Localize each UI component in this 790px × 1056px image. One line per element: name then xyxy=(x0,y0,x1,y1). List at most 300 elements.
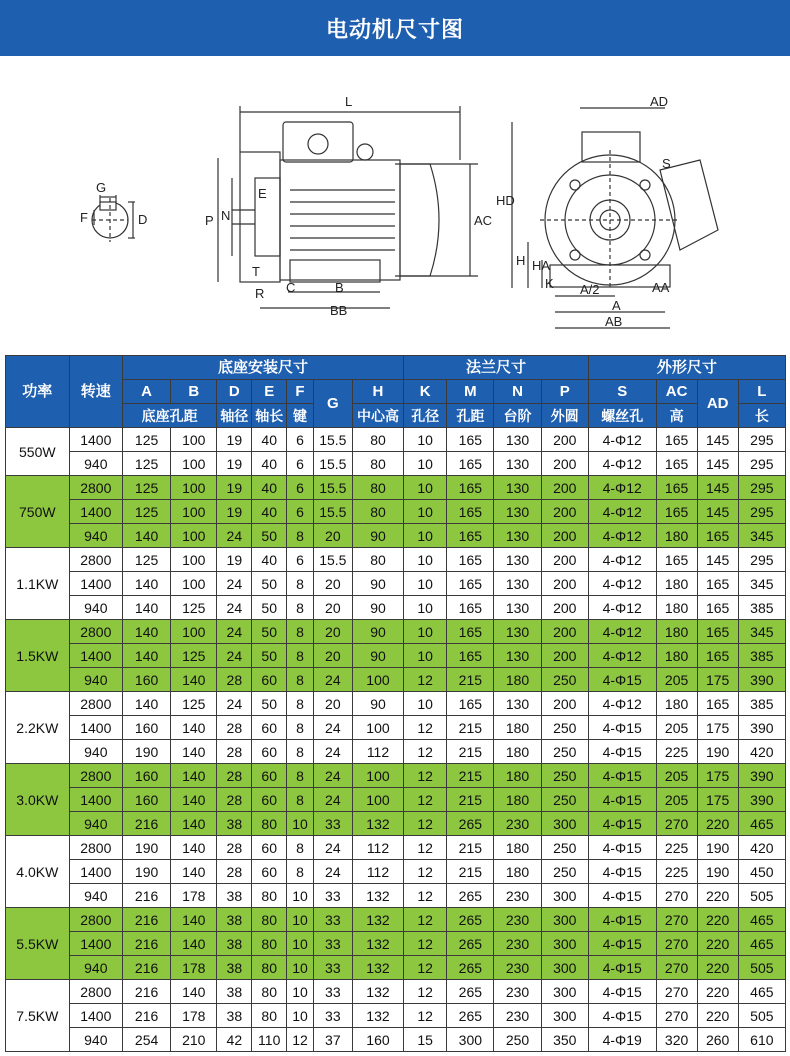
table-cell: 4-Φ19 xyxy=(588,1028,656,1052)
table-row xyxy=(6,716,786,740)
table-cell: 295 xyxy=(738,500,785,524)
table-cell: 230 xyxy=(494,932,541,956)
speed-cell: 1400 xyxy=(69,860,122,884)
table-cell: 175 xyxy=(697,716,738,740)
table-cell: 130 xyxy=(494,644,541,668)
table-cell: 6 xyxy=(287,428,314,452)
speed-cell: 1400 xyxy=(69,788,122,812)
table-cell: 250 xyxy=(541,740,588,764)
table-cell: 220 xyxy=(697,980,738,1004)
table-cell: 10 xyxy=(404,476,447,500)
table-row xyxy=(6,764,786,788)
table-cell: 132 xyxy=(352,932,403,956)
table-cell: 10 xyxy=(404,620,447,644)
table-cell: 10 xyxy=(287,1004,314,1028)
table-cell: 230 xyxy=(494,956,541,980)
motor-front-view xyxy=(512,108,718,328)
speed-cell: 940 xyxy=(69,596,122,620)
table-cell: 125 xyxy=(171,692,217,716)
speed-cell: 940 xyxy=(69,452,122,476)
table-row xyxy=(6,572,786,596)
table-cell: 165 xyxy=(447,428,494,452)
table-row xyxy=(6,668,786,692)
power-cell: 550W xyxy=(6,428,70,476)
table-cell: 125 xyxy=(122,500,170,524)
table-cell: 180 xyxy=(494,788,541,812)
table-cell: 28 xyxy=(217,668,252,692)
table-cell: 8 xyxy=(287,860,314,884)
table-cell: 125 xyxy=(171,644,217,668)
header-power: 功率 xyxy=(6,356,70,428)
header-col-h: H xyxy=(352,380,403,404)
label-ac: AC xyxy=(474,213,493,228)
table-cell: 265 xyxy=(447,1004,494,1028)
table-cell: 300 xyxy=(541,884,588,908)
table-cell: 140 xyxy=(171,764,217,788)
table-cell: 265 xyxy=(447,908,494,932)
table-row xyxy=(6,644,786,668)
table-cell: 165 xyxy=(656,500,697,524)
table-cell: 216 xyxy=(122,812,170,836)
table-row xyxy=(6,692,786,716)
table-cell: 215 xyxy=(447,788,494,812)
table-cell: 190 xyxy=(697,860,738,884)
table-cell: 140 xyxy=(171,908,217,932)
table-cell: 12 xyxy=(404,956,447,980)
table-cell: 250 xyxy=(541,860,588,884)
header-group-flange: 法兰尺寸 xyxy=(404,356,589,380)
table-cell: 505 xyxy=(738,884,785,908)
table-cell: 130 xyxy=(494,572,541,596)
table-cell: 38 xyxy=(217,908,252,932)
table-cell: 610 xyxy=(738,1028,785,1052)
table-cell: 140 xyxy=(171,740,217,764)
table-cell: 12 xyxy=(404,716,447,740)
label-l: L xyxy=(345,94,353,109)
table-cell: 140 xyxy=(122,692,170,716)
table-cell: 270 xyxy=(656,908,697,932)
table-cell: 254 xyxy=(122,1028,170,1052)
table-cell: 42 xyxy=(217,1028,252,1052)
table-cell: 10 xyxy=(404,644,447,668)
table-cell: 6 xyxy=(287,476,314,500)
table-cell: 200 xyxy=(541,620,588,644)
table-row xyxy=(6,428,786,452)
table-cell: 19 xyxy=(217,452,252,476)
table-cell: 215 xyxy=(447,740,494,764)
table-cell: 24 xyxy=(313,788,352,812)
table-cell: 40 xyxy=(252,428,287,452)
table-cell: 10 xyxy=(287,980,314,1004)
table-cell: 505 xyxy=(738,956,785,980)
table-cell: 190 xyxy=(122,740,170,764)
table-cell: 200 xyxy=(541,500,588,524)
header-col-g: G xyxy=(313,380,352,428)
table-cell: 4-Φ12 xyxy=(588,644,656,668)
table-cell: 8 xyxy=(287,572,314,596)
table-cell: 132 xyxy=(352,980,403,1004)
table-cell: 216 xyxy=(122,1004,170,1028)
table-cell: 180 xyxy=(494,740,541,764)
table-cell: 8 xyxy=(287,836,314,860)
table-row xyxy=(6,740,786,764)
table-cell: 4-Φ12 xyxy=(588,428,656,452)
table-cell: 4-Φ15 xyxy=(588,668,656,692)
table-cell: 4-Φ15 xyxy=(588,932,656,956)
table-cell: 265 xyxy=(447,812,494,836)
table-row xyxy=(6,596,786,620)
table-cell: 12 xyxy=(404,764,447,788)
table-cell: 10 xyxy=(404,548,447,572)
header-group-outline: 外形尺寸 xyxy=(588,356,785,380)
header-col-e: E xyxy=(252,380,287,404)
table-cell: 125 xyxy=(171,596,217,620)
speed-cell: 1400 xyxy=(69,644,122,668)
speed-cell: 940 xyxy=(69,956,122,980)
table-cell: 4-Φ15 xyxy=(588,812,656,836)
table-cell: 60 xyxy=(252,716,287,740)
table-row xyxy=(6,476,786,500)
table-cell: 24 xyxy=(217,572,252,596)
table-cell: 10 xyxy=(404,428,447,452)
header-speed: 转速 xyxy=(69,356,122,428)
header-col-n: N xyxy=(494,380,541,404)
table-cell: 465 xyxy=(738,980,785,1004)
table-cell: 110 xyxy=(252,1028,287,1052)
label-d: D xyxy=(138,212,148,227)
table-cell: 4-Φ15 xyxy=(588,836,656,860)
table-cell: 180 xyxy=(656,596,697,620)
table-cell: 175 xyxy=(697,764,738,788)
table-cell: 215 xyxy=(447,716,494,740)
table-cell: 50 xyxy=(252,524,287,548)
table-cell: 28 xyxy=(217,788,252,812)
header-col-k: K xyxy=(404,380,447,404)
table-cell: 300 xyxy=(541,1004,588,1028)
table-cell: 175 xyxy=(697,668,738,692)
power-cell: 3.0KW xyxy=(6,764,70,836)
table-cell: 300 xyxy=(541,812,588,836)
table-cell: 8 xyxy=(287,716,314,740)
table-cell: 205 xyxy=(656,668,697,692)
table-cell: 6 xyxy=(287,452,314,476)
table-cell: 20 xyxy=(313,620,352,644)
table-cell: 15 xyxy=(404,1028,447,1052)
table-cell: 140 xyxy=(171,668,217,692)
table-cell: 505 xyxy=(738,1004,785,1028)
table-cell: 19 xyxy=(217,428,252,452)
table-cell: 80 xyxy=(252,980,287,1004)
table-cell: 165 xyxy=(447,476,494,500)
table-cell: 80 xyxy=(352,548,403,572)
table-cell: 132 xyxy=(352,1004,403,1028)
table-cell: 40 xyxy=(252,500,287,524)
header-group-base: 底座安装尺寸 xyxy=(122,356,403,380)
table-cell: 4-Φ15 xyxy=(588,860,656,884)
table-cell: 200 xyxy=(541,428,588,452)
table-cell: 140 xyxy=(171,932,217,956)
table-cell: 4-Φ12 xyxy=(588,692,656,716)
table-cell: 165 xyxy=(697,572,738,596)
table-cell: 100 xyxy=(171,620,217,644)
shaft-section-drawing xyxy=(92,195,135,242)
table-cell: 265 xyxy=(447,932,494,956)
table-row xyxy=(6,836,786,860)
header-sub-ac: 高 xyxy=(656,404,697,428)
table-cell: 260 xyxy=(697,1028,738,1052)
table-cell: 345 xyxy=(738,620,785,644)
table-row xyxy=(6,956,786,980)
table-cell: 190 xyxy=(697,836,738,860)
label-t: T xyxy=(252,264,260,279)
table-cell: 180 xyxy=(656,620,697,644)
table-cell: 100 xyxy=(352,764,403,788)
table-cell: 33 xyxy=(313,812,352,836)
table-cell: 465 xyxy=(738,932,785,956)
table-cell: 10 xyxy=(404,452,447,476)
speed-cell: 940 xyxy=(69,668,122,692)
table-cell: 390 xyxy=(738,788,785,812)
table-cell: 230 xyxy=(494,1004,541,1028)
table-cell: 205 xyxy=(656,764,697,788)
table-cell: 178 xyxy=(171,1004,217,1028)
table-cell: 100 xyxy=(352,788,403,812)
table-cell: 180 xyxy=(656,524,697,548)
table-cell: 80 xyxy=(252,884,287,908)
label-c: C xyxy=(286,280,296,295)
table-cell: 265 xyxy=(447,956,494,980)
table-cell: 10 xyxy=(404,524,447,548)
power-cell: 750W xyxy=(6,476,70,548)
table-cell: 28 xyxy=(217,860,252,884)
table-cell: 40 xyxy=(252,452,287,476)
table-cell: 295 xyxy=(738,452,785,476)
table-row xyxy=(6,1004,786,1028)
speed-cell: 2800 xyxy=(69,548,122,572)
table-cell: 465 xyxy=(738,908,785,932)
table-cell: 270 xyxy=(656,884,697,908)
header-sub-n: 台阶 xyxy=(494,404,541,428)
table-cell: 200 xyxy=(541,644,588,668)
table-cell: 165 xyxy=(447,548,494,572)
table-cell: 15.5 xyxy=(313,500,352,524)
table-cell: 8 xyxy=(287,524,314,548)
speed-cell: 1400 xyxy=(69,572,122,596)
speed-cell: 2800 xyxy=(69,836,122,860)
table-cell: 130 xyxy=(494,476,541,500)
table-cell: 165 xyxy=(447,644,494,668)
table-cell: 24 xyxy=(217,644,252,668)
table-cell: 4-Φ15 xyxy=(588,788,656,812)
speed-cell: 1400 xyxy=(69,500,122,524)
table-cell: 60 xyxy=(252,836,287,860)
speed-cell: 940 xyxy=(69,524,122,548)
speed-cell: 1400 xyxy=(69,932,122,956)
table-row xyxy=(6,980,786,1004)
table-cell: 4-Φ15 xyxy=(588,908,656,932)
table-cell: 216 xyxy=(122,956,170,980)
dimension-table xyxy=(5,355,786,1052)
table-cell: 165 xyxy=(447,572,494,596)
table-cell: 90 xyxy=(352,620,403,644)
table-cell: 90 xyxy=(352,692,403,716)
table-cell: 165 xyxy=(447,524,494,548)
table-cell: 180 xyxy=(494,764,541,788)
table-cell: 40 xyxy=(252,476,287,500)
table-cell: 165 xyxy=(447,452,494,476)
table-cell: 80 xyxy=(252,812,287,836)
table-cell: 12 xyxy=(404,788,447,812)
speed-cell: 940 xyxy=(69,740,122,764)
table-cell: 6 xyxy=(287,548,314,572)
table-cell: 205 xyxy=(656,788,697,812)
table-cell: 20 xyxy=(313,572,352,596)
table-cell: 145 xyxy=(697,452,738,476)
label-ab: AB xyxy=(605,314,623,329)
table-cell: 190 xyxy=(697,740,738,764)
table-cell: 100 xyxy=(352,668,403,692)
table-cell: 465 xyxy=(738,812,785,836)
table-cell: 140 xyxy=(171,836,217,860)
header-sub-p: 外圆 xyxy=(541,404,588,428)
table-cell: 10 xyxy=(287,956,314,980)
table-cell: 165 xyxy=(447,596,494,620)
table-cell: 145 xyxy=(697,548,738,572)
header-sub-m: 孔距 xyxy=(447,404,494,428)
table-cell: 130 xyxy=(494,428,541,452)
table-cell: 20 xyxy=(313,596,352,620)
table-cell: 100 xyxy=(352,716,403,740)
power-cell: 1.1KW xyxy=(6,548,70,620)
table-cell: 230 xyxy=(494,980,541,1004)
table-cell: 50 xyxy=(252,572,287,596)
table-row xyxy=(6,500,786,524)
table-cell: 12 xyxy=(404,1004,447,1028)
table-cell: 265 xyxy=(447,980,494,1004)
table-cell: 4-Φ12 xyxy=(588,596,656,620)
speed-cell: 940 xyxy=(69,812,122,836)
table-cell: 270 xyxy=(656,812,697,836)
table-cell: 130 xyxy=(494,500,541,524)
table-cell: 100 xyxy=(171,428,217,452)
table-row xyxy=(6,788,786,812)
table-cell: 160 xyxy=(122,764,170,788)
table-row xyxy=(6,860,786,884)
table-cell: 10 xyxy=(287,908,314,932)
table-cell: 178 xyxy=(171,956,217,980)
table-cell: 38 xyxy=(217,980,252,1004)
table-cell: 24 xyxy=(217,596,252,620)
table-cell: 112 xyxy=(352,740,403,764)
table-cell: 60 xyxy=(252,740,287,764)
table-cell: 90 xyxy=(352,524,403,548)
speed-cell: 2800 xyxy=(69,620,122,644)
power-cell: 1.5KW xyxy=(6,620,70,692)
label-r: R xyxy=(255,286,265,301)
table-cell: 28 xyxy=(217,836,252,860)
table-cell: 80 xyxy=(352,500,403,524)
table-cell: 132 xyxy=(352,884,403,908)
table-cell: 220 xyxy=(697,1004,738,1028)
table-cell: 33 xyxy=(313,932,352,956)
table-cell: 10 xyxy=(404,572,447,596)
table-cell: 130 xyxy=(494,596,541,620)
table-cell: 24 xyxy=(313,716,352,740)
table-cell: 225 xyxy=(656,740,697,764)
table-cell: 4-Φ15 xyxy=(588,740,656,764)
header-sub-k: 孔径 xyxy=(404,404,447,428)
table-cell: 140 xyxy=(171,812,217,836)
speed-cell: 940 xyxy=(69,1028,122,1052)
table-cell: 19 xyxy=(217,500,252,524)
table-cell: 320 xyxy=(656,1028,697,1052)
table-cell: 60 xyxy=(252,668,287,692)
table-cell: 385 xyxy=(738,644,785,668)
table-cell: 140 xyxy=(171,860,217,884)
table-cell: 220 xyxy=(697,932,738,956)
table-cell: 10 xyxy=(404,692,447,716)
table-cell: 200 xyxy=(541,452,588,476)
table-cell: 130 xyxy=(494,452,541,476)
table-cell: 50 xyxy=(252,644,287,668)
table-cell: 100 xyxy=(171,500,217,524)
table-row xyxy=(6,524,786,548)
table-cell: 220 xyxy=(697,884,738,908)
table-cell: 28 xyxy=(217,740,252,764)
table-cell: 4-Φ15 xyxy=(588,764,656,788)
table-cell: 165 xyxy=(447,620,494,644)
table-cell: 100 xyxy=(171,476,217,500)
table-cell: 178 xyxy=(171,884,217,908)
table-cell: 180 xyxy=(494,860,541,884)
table-cell: 8 xyxy=(287,668,314,692)
table-cell: 420 xyxy=(738,836,785,860)
speed-cell: 1400 xyxy=(69,716,122,740)
table-cell: 265 xyxy=(447,884,494,908)
table-cell: 12 xyxy=(404,668,447,692)
table-cell: 230 xyxy=(494,812,541,836)
table-row xyxy=(6,620,786,644)
table-cell: 250 xyxy=(541,716,588,740)
table-cell: 100 xyxy=(171,548,217,572)
table-cell: 33 xyxy=(313,884,352,908)
table-cell: 125 xyxy=(122,452,170,476)
table-cell: 4-Φ12 xyxy=(588,572,656,596)
table-cell: 100 xyxy=(171,524,217,548)
table-cell: 220 xyxy=(697,956,738,980)
table-cell: 90 xyxy=(352,572,403,596)
label-p: P xyxy=(205,213,214,228)
table-cell: 24 xyxy=(217,692,252,716)
table-row xyxy=(6,932,786,956)
table-cell: 300 xyxy=(541,956,588,980)
table-cell: 20 xyxy=(313,644,352,668)
table-cell: 250 xyxy=(494,1028,541,1052)
table-cell: 80 xyxy=(252,932,287,956)
header-sub-h: 中心高 xyxy=(352,404,403,428)
table-cell: 40 xyxy=(252,548,287,572)
table-cell: 12 xyxy=(404,812,447,836)
table-cell: 385 xyxy=(738,596,785,620)
table-cell: 4-Φ12 xyxy=(588,620,656,644)
table-cell: 8 xyxy=(287,644,314,668)
table-cell: 112 xyxy=(352,860,403,884)
table-cell: 230 xyxy=(494,884,541,908)
table-cell: 15.5 xyxy=(313,476,352,500)
table-cell: 28 xyxy=(217,716,252,740)
table-cell: 12 xyxy=(404,860,447,884)
table-cell: 15.5 xyxy=(313,428,352,452)
